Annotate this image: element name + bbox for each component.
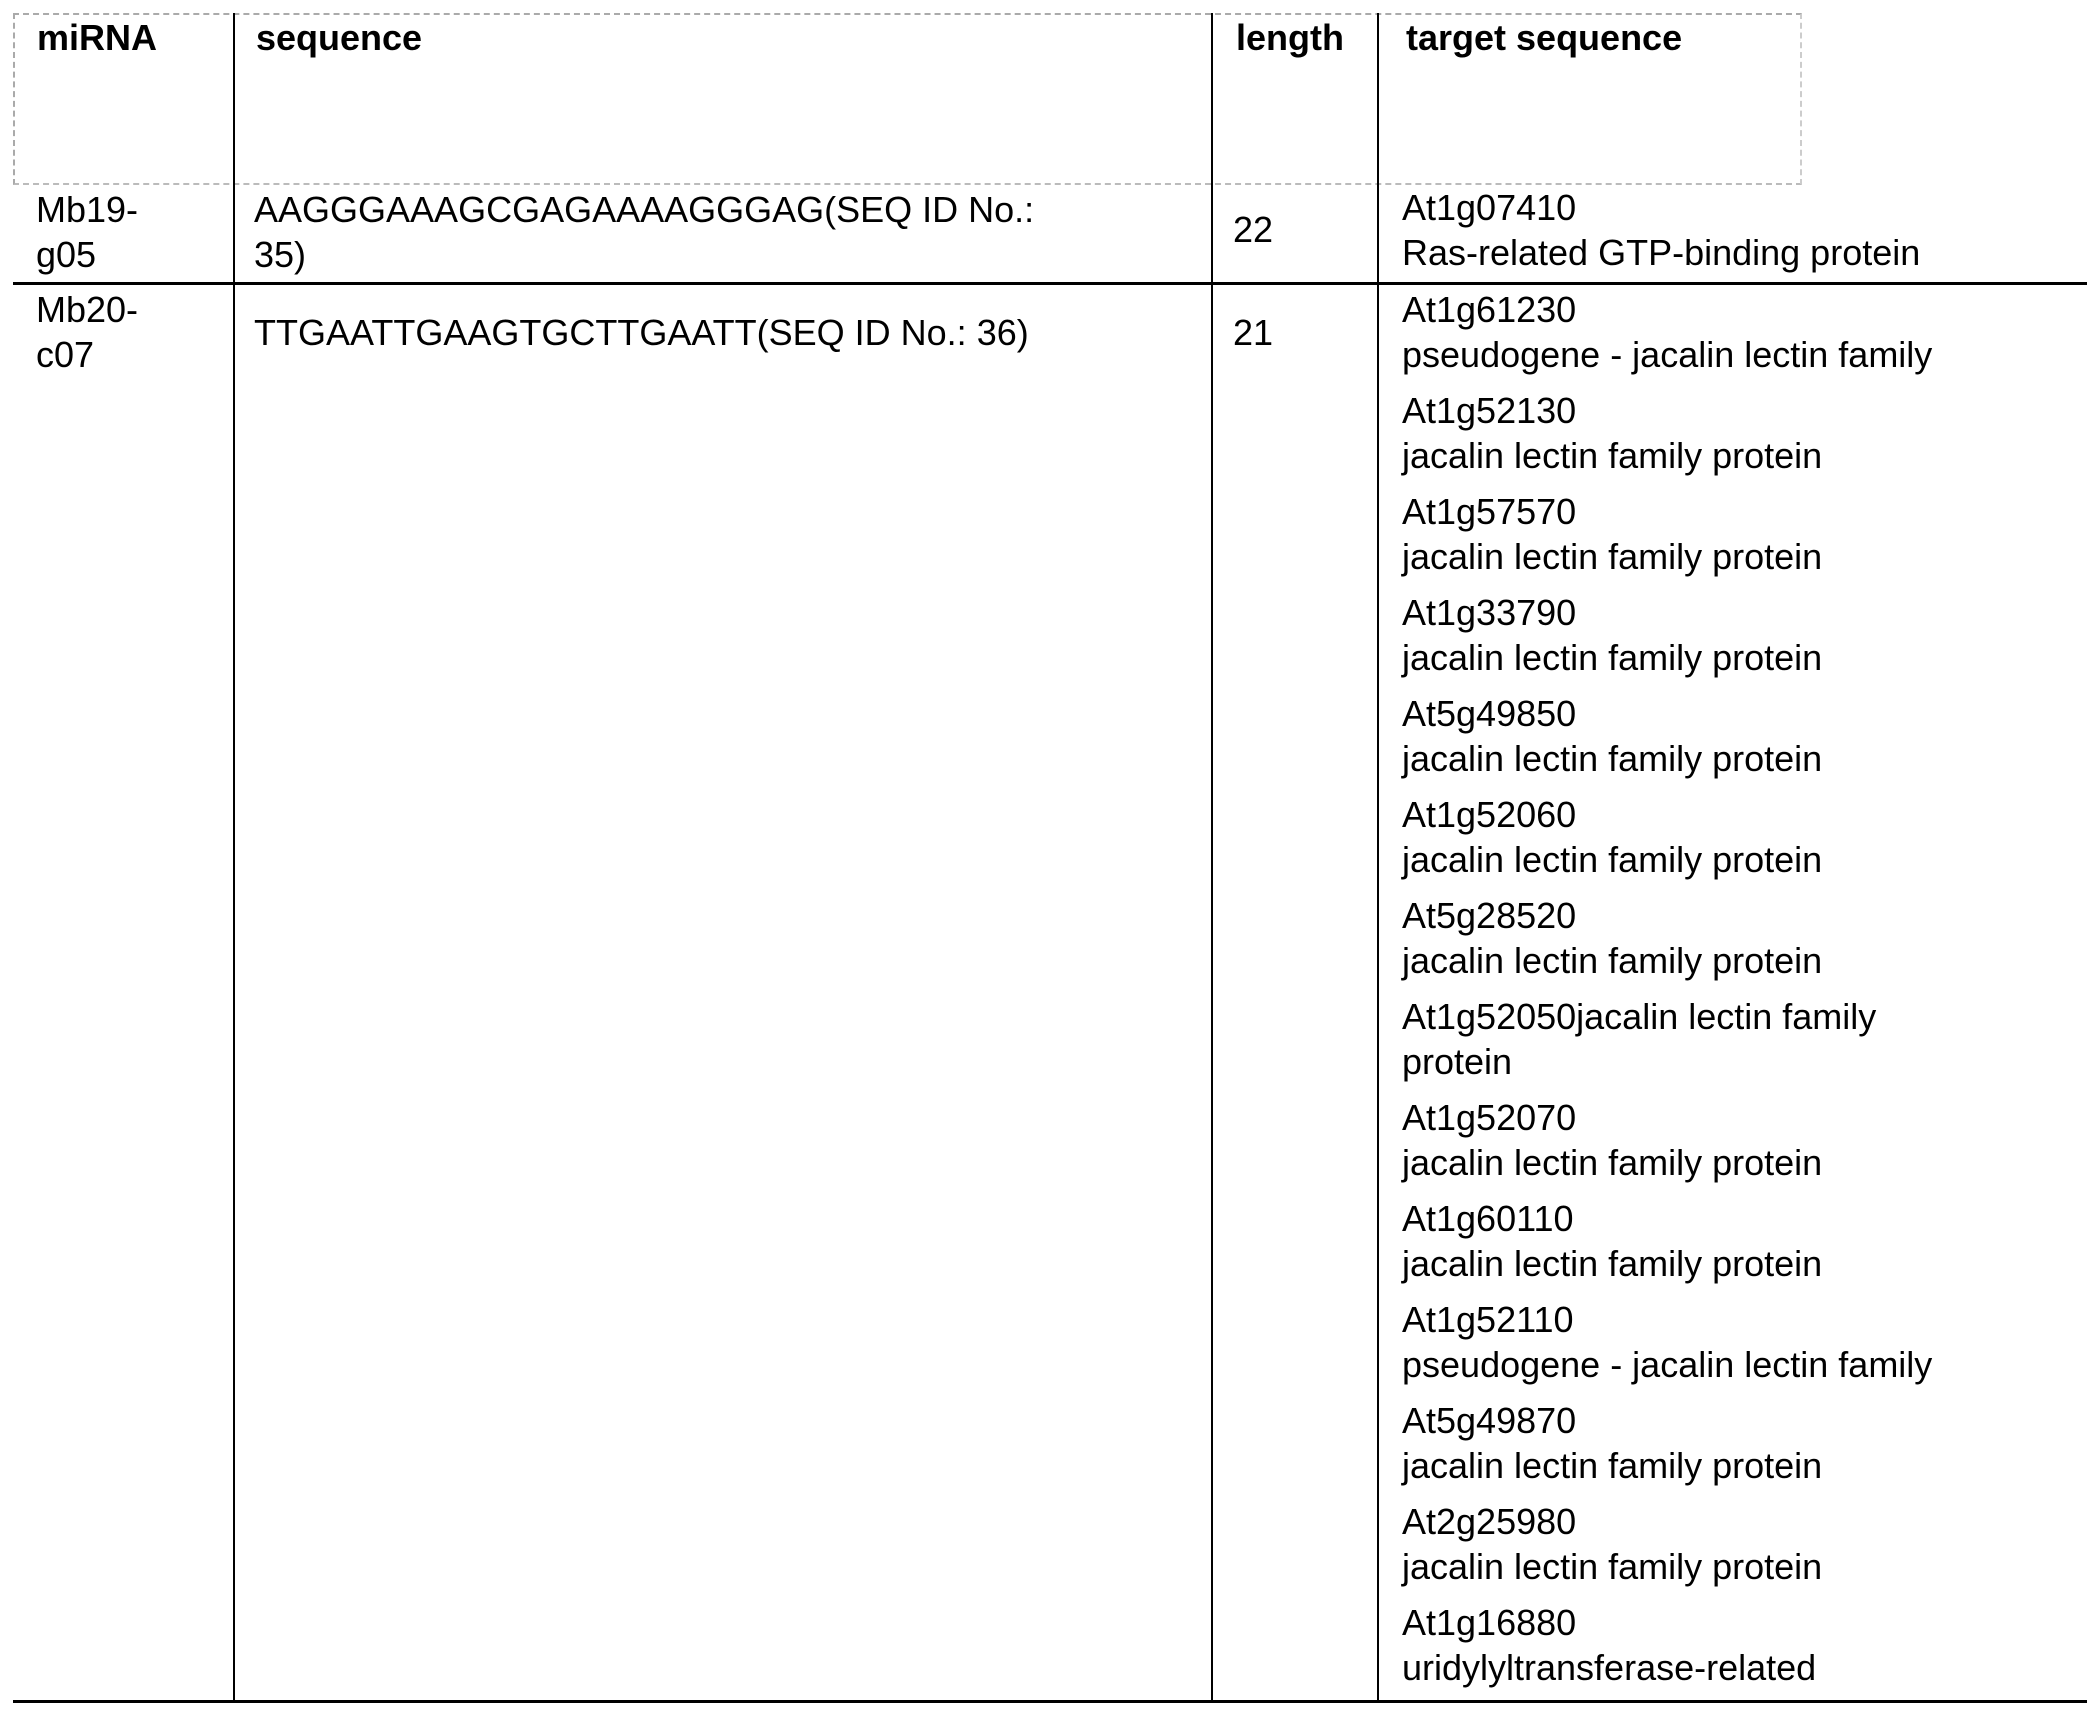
table-header (13, 13, 1802, 185)
mirna-id-cont: g05 (36, 232, 138, 277)
target-id: At5g28520 (1402, 893, 1932, 938)
table-row-mirna (36, 287, 138, 377)
target-desc: jacalin lectin family protein (1402, 837, 1932, 882)
target-desc: jacalin lectin family protein (1402, 1544, 1932, 1589)
target-entry (1402, 388, 1932, 478)
target-id: At5g49870 (1402, 1398, 1932, 1443)
target-entry (1402, 590, 1932, 680)
target-desc: jacalin lectin family protein (1402, 433, 1932, 478)
table-row-sequence (254, 187, 1034, 277)
target-desc: pseudogene - jacalin lectin family (1402, 1342, 1932, 1387)
target-id: At1g57570 (1402, 489, 1932, 534)
table-row-mirna (36, 187, 138, 277)
target-id: At5g49850 (1402, 691, 1932, 736)
target-desc: jacalin lectin family protein (1402, 1241, 1932, 1286)
target-entry (1402, 792, 1932, 882)
target-desc: uridylyltransferase-related (1402, 1645, 1932, 1690)
target-entry (1402, 1297, 1932, 1387)
header-length: length (1214, 15, 1380, 183)
target-entry (1402, 994, 1932, 1084)
target-id: At1g61230 (1402, 287, 1932, 332)
column-divider (1211, 13, 1213, 1703)
table-row-targets (1402, 287, 1932, 1701)
target-id: At1g52070 (1402, 1095, 1932, 1140)
target-entry (1402, 489, 1932, 579)
table-row-sequence: TTGAATTGAAGTGCTTGAATT(SEQ ID No.: 36) (254, 310, 1029, 355)
mirna-id: Mb20- (36, 287, 138, 332)
target-entry (1402, 893, 1932, 983)
target-id: At1g52110 (1402, 1297, 1932, 1342)
header-target-sequence: target sequence (1380, 15, 1800, 183)
row-divider (13, 282, 2087, 285)
table-row-targets (1402, 185, 1920, 275)
target-desc: jacalin lectin family protein (1402, 938, 1932, 983)
target-id: At1g52130 (1402, 388, 1932, 433)
table-row-length: 22 (1233, 207, 1273, 252)
table-row-length: 21 (1233, 310, 1273, 355)
target-id: At2g25980 (1402, 1499, 1932, 1544)
mirna-id: Mb19- (36, 187, 138, 232)
target-desc: Ras-related GTP-binding protein (1402, 230, 1920, 275)
column-divider (1377, 13, 1379, 1703)
target-id: At1g60110 (1402, 1196, 1932, 1241)
target-desc: jacalin lectin family protein (1402, 1443, 1932, 1488)
mirna-id-cont: c07 (36, 332, 138, 377)
target-entry (1402, 1196, 1932, 1286)
sequence-text: AAGGGAAAGCGAGAAAAGGGAG(SEQ ID No.: (254, 187, 1034, 232)
target-desc: jacalin lectin family protein (1402, 534, 1932, 579)
target-entry (1402, 185, 1920, 275)
target-desc: jacalin lectin family protein (1402, 1140, 1932, 1185)
target-entry (1402, 1398, 1932, 1488)
target-id: At1g52060 (1402, 792, 1932, 837)
target-entry (1402, 1095, 1932, 1185)
target-desc: jacalin lectin family protein (1402, 736, 1932, 781)
target-entry (1402, 1600, 1932, 1690)
target-entry (1402, 1499, 1932, 1589)
target-id: At1g52050jacalin lectin family (1402, 994, 1932, 1039)
target-entry (1402, 287, 1932, 377)
target-desc: pseudogene - jacalin lectin family (1402, 332, 1932, 377)
target-id: At1g07410 (1402, 185, 1920, 230)
target-desc: jacalin lectin family protein (1402, 635, 1932, 680)
target-id: At1g16880 (1402, 1600, 1932, 1645)
sequence-text-cont: 35) (254, 232, 1034, 277)
header-mirna: miRNA (15, 15, 236, 183)
target-desc: protein (1402, 1039, 1932, 1084)
header-sequence: sequence (236, 15, 1214, 183)
target-entry (1402, 691, 1932, 781)
target-id: At1g33790 (1402, 590, 1932, 635)
column-divider (233, 13, 235, 1703)
